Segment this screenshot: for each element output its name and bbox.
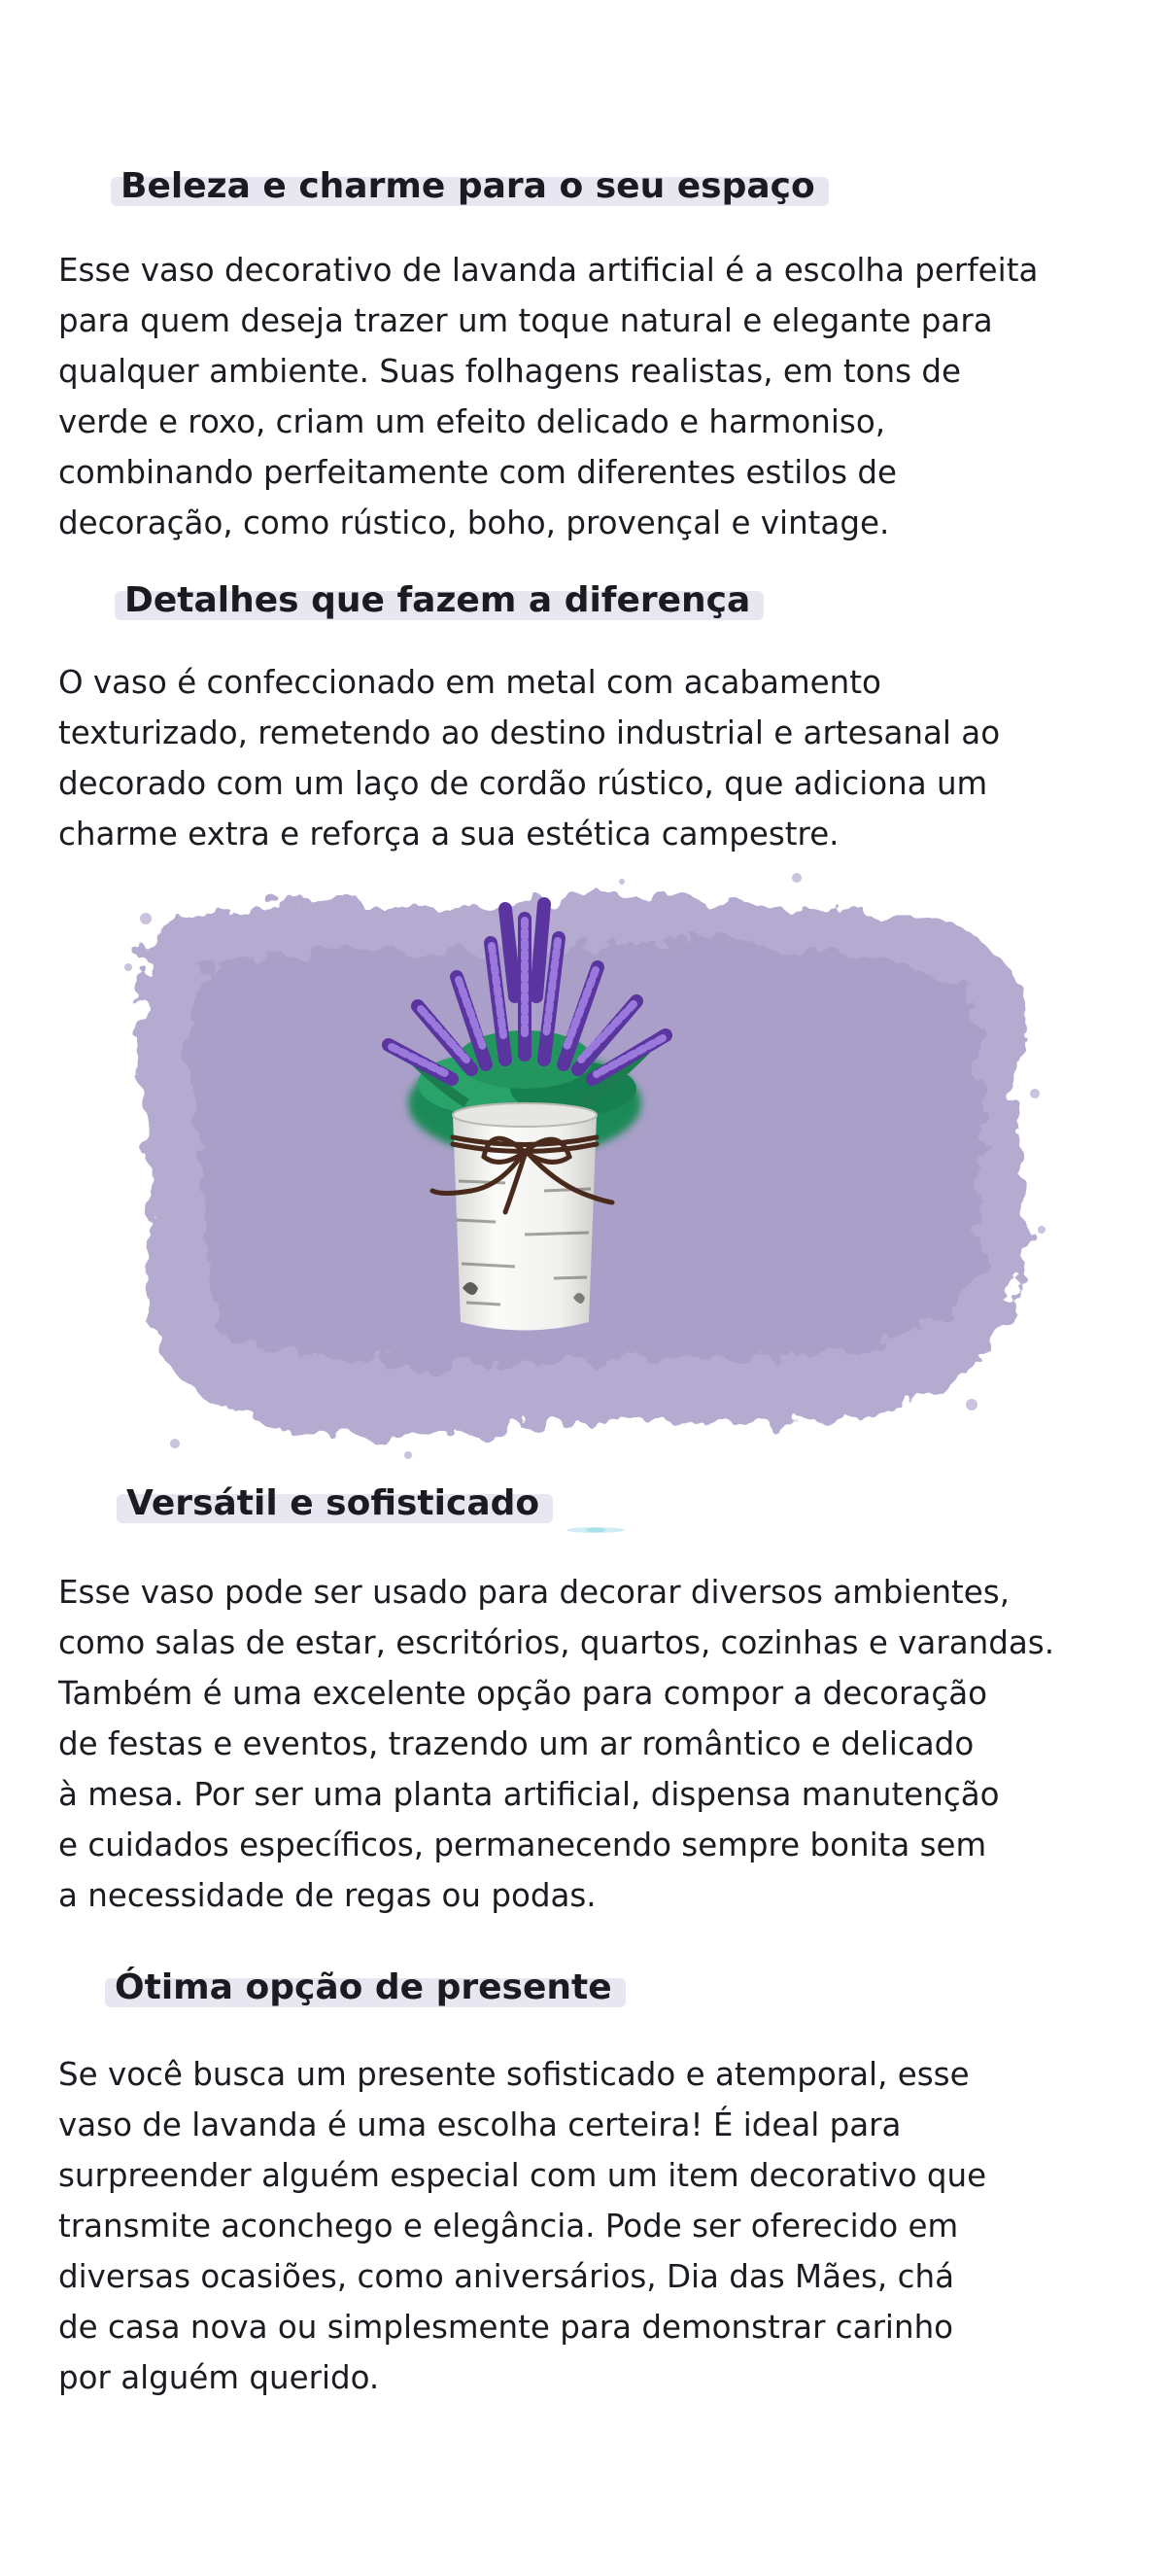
paragraph-line: de festas e eventos, trazendo um ar romântico e delicado	[58, 1725, 975, 1762]
paragraph-line: Esse vaso decorativo de lavanda artificial é a escolha perfeita	[58, 252, 1039, 289]
section-heading-presente	[115, 1967, 612, 2009]
heading-text: Ótima opção de presente	[115, 1967, 612, 2007]
lavender-vase-photo	[117, 860, 1049, 1473]
section-heading-detalhes	[124, 579, 750, 622]
metal-vase	[453, 1103, 597, 1331]
paragraph-line: Também é uma excelente opção para compor a decoração	[58, 1675, 987, 1712]
section-heading-beleza	[120, 165, 815, 208]
heading-text: Beleza e charme para o seu espaço	[120, 166, 815, 206]
paragraph-line: surpreender alguém especial com um item decorativo que	[58, 2157, 987, 2194]
paragraph-line: Se você busca um presente sofisticado e atemporal, esse	[58, 2056, 970, 2093]
paragraph-line: diversas ocasiões, como aniversários, Dia das Mães, chá	[58, 2258, 954, 2295]
paragraph-line: como salas de estar, escritórios, quartos, cozinhas e varandas.	[58, 1624, 1055, 1661]
section-paragraph-presente	[58, 2049, 1147, 2403]
paragraph-line: texturizado, remetendo ao destino industrial e artesanal ao	[58, 714, 1001, 751]
paragraph-line: transmite aconchego e elegância. Pode ser oferecido em	[58, 2208, 959, 2245]
paragraph-line: por alguém querido.	[58, 2359, 380, 2396]
paragraph-line: combinando perfeitamente com diferentes estilos de	[58, 454, 898, 491]
paragraph-line: à mesa. Por ser uma planta artificial, dispensa manutenção	[58, 1776, 1000, 1813]
paragraph-line: de casa nova ou simplesmente para demonstrar carinho	[58, 2309, 954, 2346]
paragraph-line: vaso de lavanda é uma escolha certeira! É ideal para	[58, 2106, 902, 2143]
section-heading-versatil	[126, 1482, 539, 1525]
paragraph-line: charme extra e reforça a sua estética campestre.	[58, 816, 840, 853]
paragraph-line: O vaso é confeccionado em metal com acabamento	[58, 664, 881, 701]
section-paragraph-detalhes	[58, 657, 1147, 859]
section-paragraph-beleza	[58, 245, 1147, 548]
paragraph-line: e cuidados específicos, permanecendo sempre bonita sem	[58, 1827, 987, 1863]
paragraph-line: para quem deseja trazer um toque natural e elegante para	[58, 302, 993, 339]
heading-text: Detalhes que fazem a diferença	[124, 580, 751, 620]
paragraph-line: a necessidade de regas ou podas.	[58, 1877, 597, 1914]
paragraph-line: decorado com um laço de cordão rústico, que adiciona um	[58, 765, 988, 802]
paragraph-line: verde e roxo, criam um efeito delicado e harmoniso,	[58, 403, 886, 440]
sparkle-divider-icon	[562, 1523, 630, 1537]
paragraph-line: qualquer ambiente. Suas folhagens realistas, em tons de	[58, 353, 961, 390]
section-paragraph-versatil	[58, 1567, 1147, 1921]
heading-text: Versátil e sofisticado	[126, 1483, 540, 1523]
paragraph-line: decoração, como rústico, boho, provençal e vintage.	[58, 505, 890, 541]
paragraph-line: Esse vaso pode ser usado para decorar diversos ambientes,	[58, 1574, 1011, 1611]
